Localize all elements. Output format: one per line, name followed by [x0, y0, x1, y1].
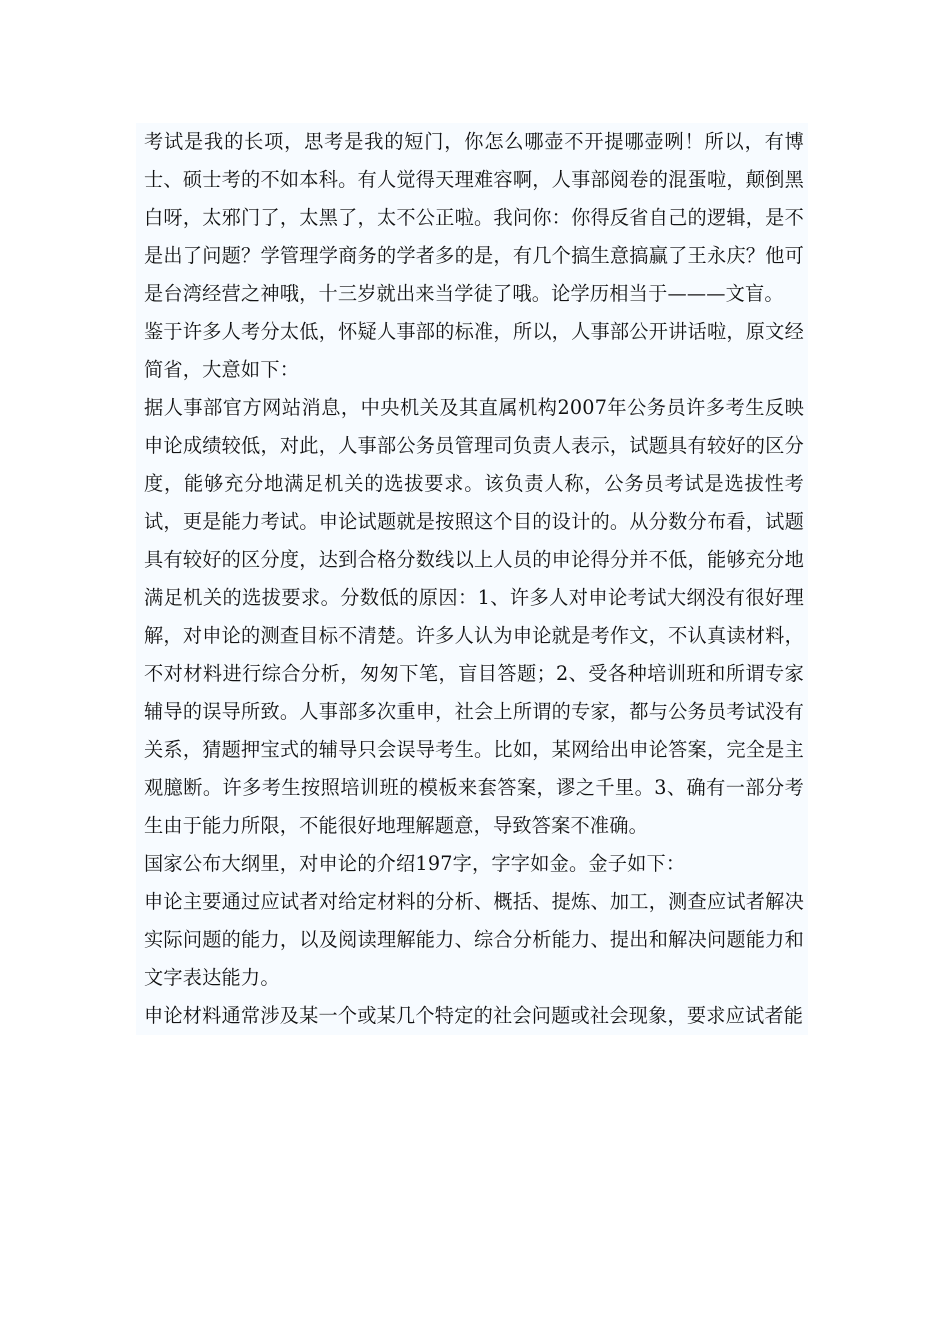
document-body [136, 123, 808, 1035]
paragraph-4: 国家公布大纲里，对申论的介绍197字，字字如金。金子如下： [144, 852, 686, 875]
paragraph-3: 据人事部官方网站消息，中央机关及其直属机构2007年公务员许多考生反映申论成绩较低，对此，人事部公务员管理司负责人表示，试题具有较好的区分度，能够充分地满足机关的选拔要求。该负责人称，公务员考试是选拔性考试，更是能力考试。申论试题就是按照这个目的设计的。从分数分布看，试题具有较好的区分度，达到合格分数线以上人员的申论得分并不低，能够充分地满足机关的选拔要求。分数低的原因：1、许多人对申论考试大纲没有很好理解，对申论的测查目标不清楚。许多人认为申论就是考作文，不认真读材料，不对材料进行综合分析，匆匆下笔，盲目答题；2、受各种培训班和所谓专家辅导的误导所致。人事部多次重申，社会上所谓的专家，都与公务员考试没有关系，猜题押宝式的辅导只会误导考生。比如，某网给出申论答案，完全是主观臆断。许多考生按照培训班的模板来套答案，谬之千里。3、确有一部分考生由于能力所限，不能很好地理解题意，导致答案不准确。 [144, 396, 804, 837]
paragraph-5: 申论主要通过应试者对给定材料的分析、概括、提炼、加工，测查应试者解决实际问题的能力，以及阅读理解能力、综合分析能力、提出和解决问题能力和文字表达能力。 [144, 890, 804, 989]
paragraph-1: 考试是我的长项，思考是我的短门，你怎么哪壶不开提哪壶咧！所以，有博士、硕士考的不如本科。有人觉得天理难容啊，人事部阅卷的混蛋啦，颠倒黑白呀，太邪门了，太黑了，太不公正啦。我问你：你得反省自己的逻辑，是不是出了问题？学管理学商务的学者多的是，有几个搞生意搞赢了王永庆？他可是台湾经营之神哦，十三岁就出来当学徒了哦。论学历相当于———文盲。 [144, 130, 804, 305]
paragraph-2: 鉴于许多人考分太低，怀疑人事部的标准，所以，人事部公开讲话啦，原文经简省，大意如下： [144, 320, 804, 381]
paragraph-6: 申论材料通常涉及某一个或某几个特定的社会问题或社会现象，要求应试者能 [144, 1004, 804, 1027]
